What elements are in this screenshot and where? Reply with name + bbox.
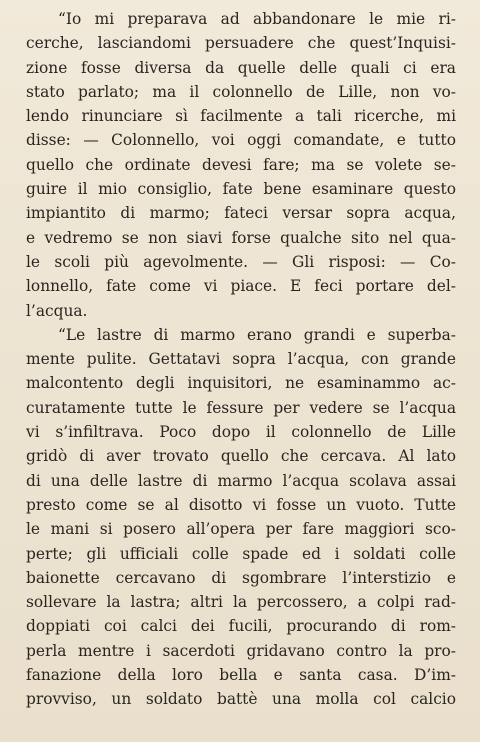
text-line: cerche, lasciandomi persuadere che quest’Inquisi- xyxy=(26,34,456,53)
text-line: “Le lastre di marmo erano grandi e superba- xyxy=(58,325,456,344)
text-line: presto come se al disotto vi fosse un vuoto. Tutte xyxy=(26,495,456,514)
text-line: fanazione della loro bella e santa casa. D’im- xyxy=(26,666,456,685)
text-line: di una delle lastre di marmo l’acqua scolava assai xyxy=(26,471,456,490)
text-line: mente pulite. Gettatavi sopra l’acqua, con grande xyxy=(26,350,456,369)
paragraph xyxy=(26,323,456,712)
text-line: le scoli più agevolmente. — Gli risposi: — Co- xyxy=(26,252,456,271)
text-line: perte; gli ufficiali colle spade ed i soldati colle xyxy=(26,544,456,563)
text-line: lendo rinunciare sì facilmente a tali ricerche, mi xyxy=(26,107,456,126)
text-line: stato parlato; ma il colonnello de Lille, non vo- xyxy=(26,82,456,101)
text-line: gridò di aver trovato quello che cercava. Al lato xyxy=(26,447,456,466)
text-line: lonnello, fate come vi piace. E feci portare del- xyxy=(26,277,456,296)
text-line: vi s’infiltrava. Poco dopo il colonnello de Lille xyxy=(26,423,456,442)
text-line: e vedremo se non siavi forse qualche sito nel qua- xyxy=(26,228,456,247)
text-line: impiantito di marmo; fateci versar sopra acqua, xyxy=(26,204,456,223)
text-line: baionette cercavano di sgombrare l’interstizio e xyxy=(26,568,456,587)
text-line: le mani si posero all’opera per fare maggiori sco- xyxy=(26,520,456,539)
text-line: curatamente tutte le fessure per vedere se l’acqua xyxy=(26,398,456,417)
text-line: guire il mio consiglio, fate bene esaminare questo xyxy=(26,180,456,199)
paragraph xyxy=(26,7,456,323)
text-line: quello che ordinate devesi fare; ma se volete se- xyxy=(26,155,456,174)
text-line: malcontento degli inquisitori, ne esaminammo ac- xyxy=(26,374,456,393)
text-line: doppiati coi calci dei fucili, procurando di rom- xyxy=(26,617,456,636)
text-line: “Io mi preparava ad abbandonare le mie ri- xyxy=(58,10,456,28)
body-text xyxy=(26,7,456,712)
text-line: provviso, un soldato battè una molla col calcio xyxy=(26,690,456,709)
text-line: disse: — Colonnello, voi oggi comandate, e tutto xyxy=(26,131,456,150)
text-line: zione fosse diversa da quelle delle quali ci era xyxy=(26,58,456,77)
text-line: perla mentre i sacerdoti gridavano contro la pro- xyxy=(26,641,456,660)
text-line: l’acqua. xyxy=(26,301,88,320)
text-line: sollevare la lastra; altri la percossero, a colpi rad- xyxy=(26,593,456,612)
